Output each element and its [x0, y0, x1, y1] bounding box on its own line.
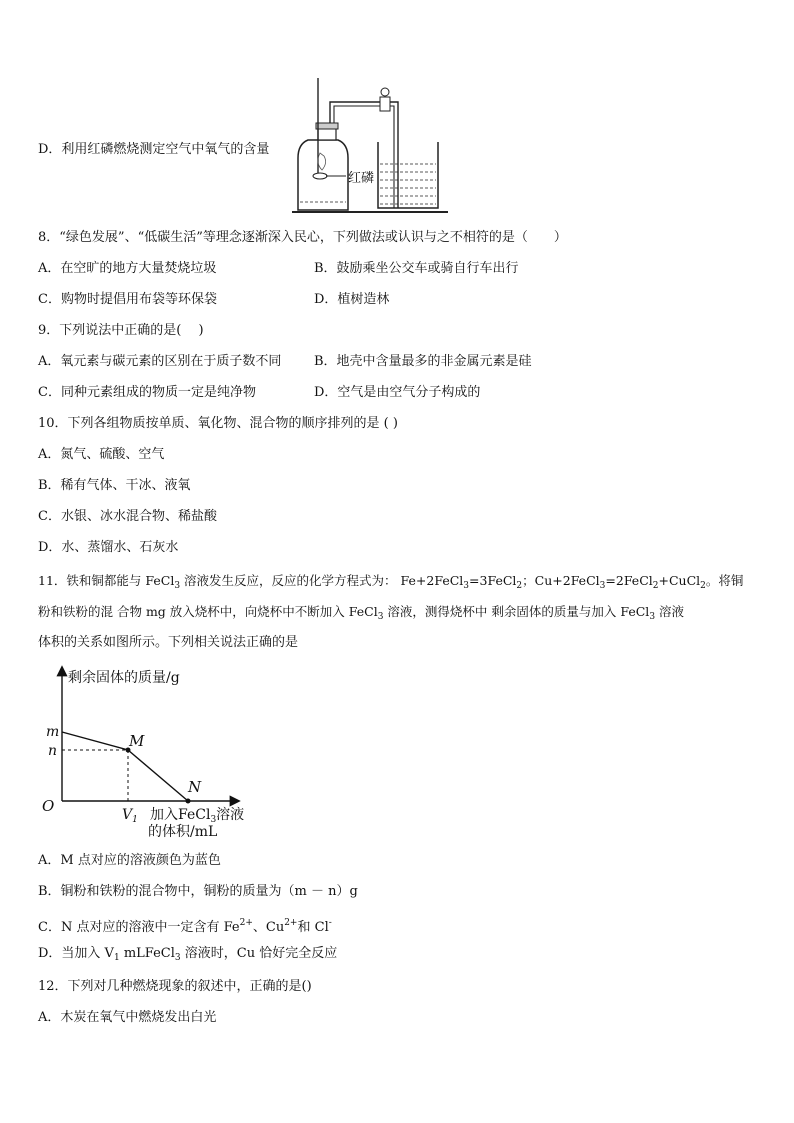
subscript: 3	[174, 581, 181, 591]
q11-d-text: D．当加入 V	[38, 946, 114, 961]
q11-option-c	[38, 914, 332, 937]
q12-option-a: A．木炭在氧气中燃烧发出白光	[38, 1010, 217, 1025]
q11-graph	[38, 664, 258, 844]
apparatus-diagram	[290, 78, 450, 213]
x-axis-label-2: 的体积/mL	[148, 824, 218, 840]
graph-line-segment-1	[62, 732, 128, 750]
superscript: 2+	[239, 918, 253, 928]
graph-line-segment-2	[128, 750, 188, 801]
q11-d-text: 溶液时，Cu 恰好完全反应	[180, 946, 338, 961]
q8-option-d: D．植树造林	[314, 292, 390, 307]
subscript: 3	[377, 612, 384, 622]
tick-v: V	[122, 807, 133, 823]
q7-option-d: D．利用红磷燃烧测定空气中氧气的含量	[38, 142, 270, 157]
superscript: 2+	[284, 918, 298, 928]
q9-option-a: A．氧元素与碳元素的区别在于质子数不同	[38, 354, 282, 369]
q10-stem: 10．下列各组物质按单质、氧化物、混合物的顺序排列的是 ( )	[38, 416, 398, 431]
tick-v-sub: 1	[132, 815, 138, 825]
q11-c-text: 和 Cl	[297, 920, 329, 935]
label-M: M	[129, 732, 145, 750]
point-n	[186, 799, 191, 804]
q10-option-d: D．水、蒸馏水、石灰水	[38, 540, 179, 555]
q11-text: 粉和铁粉的混 合物 mg 放入烧杯中，向烧杯中不断加入 FeCl	[38, 604, 378, 619]
x-axis-label-tail: 溶液	[216, 807, 245, 823]
q11-stem-line1	[38, 572, 743, 595]
q11-stem-line3: 体积的关系如图所示。下列相关说法正确的是	[38, 635, 299, 650]
tick-m: m	[46, 724, 60, 740]
subscript: 1	[113, 953, 120, 963]
q9-option-c: C．同种元素组成的物质一定是纯净物	[38, 385, 256, 400]
q11-text: 11．铁和铜都能与 FeCl	[38, 573, 175, 588]
q11-text: =3FeCl	[469, 573, 517, 588]
label-N: N	[188, 778, 202, 796]
q11-text: ；Cu+2FeCl	[522, 573, 600, 588]
q8-option-b: B．鼓励乘坐公交车或骑自行车出行	[314, 261, 519, 276]
q11-text: =2FeCl	[605, 573, 653, 588]
q11-text: 溶液	[655, 604, 685, 619]
q11-text: 溶液发生反应，反应的化学方程式为： Fe+2FeCl	[180, 573, 464, 588]
q8-stem: 8．“绿色发展”、“低碳生活”等理念逐渐深入民心，下列做法或认识与之不相符的是（ ）	[38, 230, 567, 245]
q8-option-c: C．购物时提倡用布袋等环保袋	[38, 292, 217, 307]
q11-option-d	[38, 945, 337, 967]
q9-option-b: B．地壳中含量最多的非金属元素是硅	[314, 354, 532, 369]
q10-option-b: B．稀有气体、干冰、液氧	[38, 478, 191, 493]
q11-text: 。将铜	[705, 573, 744, 588]
subscript: 3	[463, 581, 470, 591]
q11-option-b: B．铜粉和铁粉的混合物中，铜粉的质量为（m － n）g	[38, 884, 358, 899]
x-axis-label-sub: 3	[210, 815, 217, 825]
q8-option-a: A．在空旷的地方大量焚烧垃圾	[38, 261, 217, 276]
subscript: 2	[516, 581, 523, 591]
q11-c-text: C．N 点对应的溶液中一定含有 Fe	[38, 920, 240, 935]
q11-option-a: A．M 点对应的溶液颜色为蓝色	[38, 853, 221, 868]
subscript: 2	[652, 581, 659, 591]
q9-stem: 9．下列说法中正确的是( )	[38, 323, 204, 338]
subscript: 3	[599, 581, 606, 591]
q12-stem: 12．下列对几种燃烧现象的叙述中，正确的是()	[38, 979, 312, 994]
q9-option-d: D．空气是由空气分子构成的	[314, 385, 481, 400]
x-axis-label-main: 加入FeCl	[150, 807, 211, 823]
x-axis-label-1	[150, 806, 244, 825]
q11-d-text: mLFeCl	[119, 946, 175, 961]
tick-n: n	[48, 743, 58, 759]
origin-label: O	[42, 797, 55, 815]
q10-option-a: A．氮气、硫酸、空气	[38, 447, 165, 462]
subscript: 2	[700, 581, 706, 591]
q10-option-c: C．水银、冰水混合物、稀盐酸	[38, 509, 217, 524]
red-phosphorus-label: 红磷	[348, 171, 375, 186]
subscript: 3	[649, 612, 656, 622]
q11-stem-line2	[38, 603, 684, 626]
q11-text: 溶液，测得烧杯中 剩余固体的质量与加入 FeCl	[383, 604, 650, 619]
superscript: -	[328, 918, 332, 928]
tick-v1	[122, 807, 138, 825]
q11-text: +CuCl	[658, 573, 701, 588]
subscript: 3	[174, 953, 181, 963]
y-axis-label: 剩余固体的质量/g	[68, 670, 180, 686]
q11-c-text: 、Cu	[252, 920, 285, 935]
